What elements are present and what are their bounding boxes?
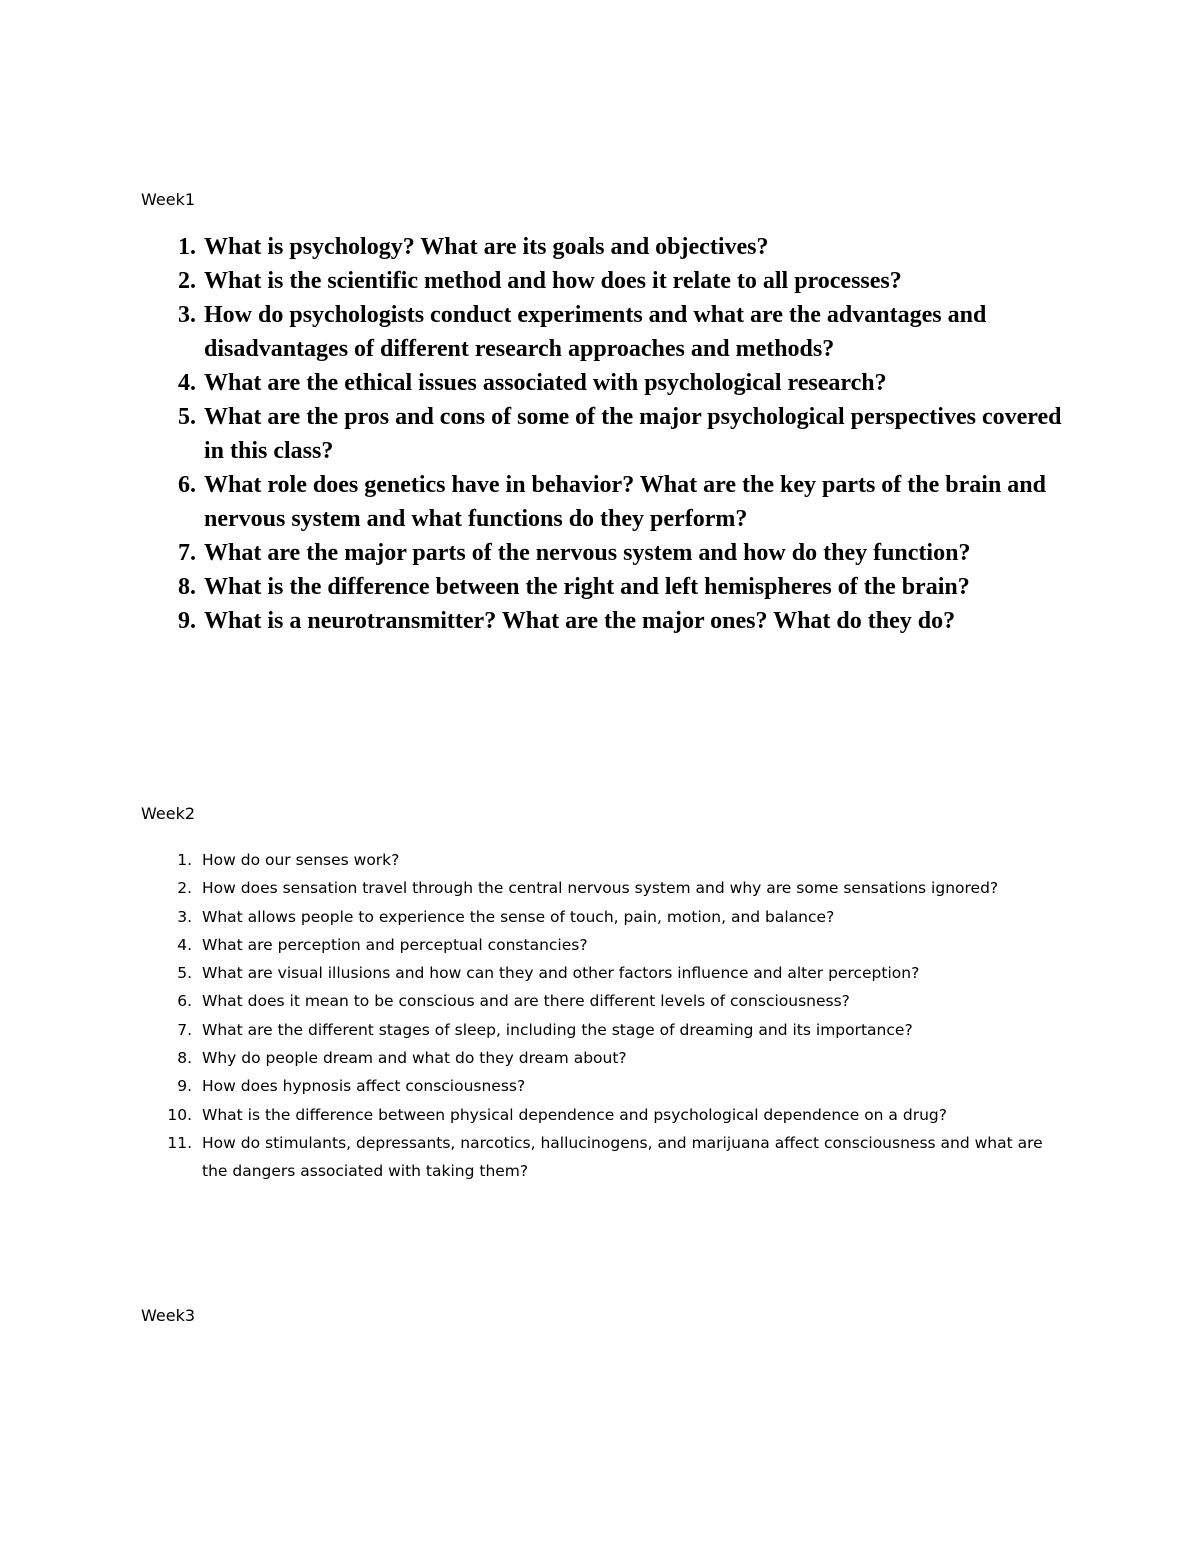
- week1-question-list: [150, 230, 1070, 638]
- list-item: [150, 1044, 1055, 1072]
- question-text: What are the ethical issues associated with psychological research?: [204, 370, 887, 396]
- item-number: 3.: [177, 907, 192, 926]
- question-text: How do our senses work?: [202, 851, 400, 869]
- list-item: [150, 264, 1070, 298]
- item-number: 2.: [178, 268, 196, 294]
- question-text: How does sensation travel through the central nervous system and why are some sensations ignored?: [202, 879, 999, 898]
- week3-heading: Week3: [141, 1306, 196, 1325]
- item-number: 8.: [178, 574, 196, 600]
- item-number: 5.: [177, 964, 192, 983]
- list-item: [150, 931, 1055, 959]
- list-item: [150, 1129, 1055, 1186]
- question-text: What is the difference between the right and left hemispheres of the brain?: [204, 574, 970, 600]
- item-number: 9.: [178, 608, 196, 634]
- question-text: What role does genetics have in behavior? What are the key parts of the brain and nervous system and what functions do they perform?: [204, 472, 1047, 532]
- question-text: What are the different stages of sleep, including the stage of dreaming and its importance?: [202, 1020, 913, 1039]
- list-item: [150, 1101, 1055, 1129]
- item-number: 5.: [178, 404, 196, 430]
- item-number: 10.: [167, 1105, 192, 1124]
- list-item: [150, 874, 1055, 902]
- list-item: [150, 400, 1070, 468]
- question-text: What is the scientific method and how does it relate to all processes?: [204, 268, 902, 294]
- item-number: 3.: [178, 302, 196, 328]
- item-number: 6.: [178, 472, 196, 498]
- item-number: 9.: [177, 1077, 192, 1096]
- item-number: 8.: [177, 1049, 192, 1068]
- item-number: 4.: [177, 935, 192, 954]
- item-number: 1.: [178, 234, 196, 260]
- question-text: How does hypnosis affect consciousness?: [202, 1077, 526, 1096]
- question-text: What are perception and perceptual constancies?: [202, 935, 588, 954]
- list-item: [150, 959, 1055, 987]
- question-text: Why do people dream and what do they dream about?: [202, 1049, 627, 1068]
- item-number: 1.: [177, 851, 192, 869]
- list-item: [150, 536, 1070, 570]
- question-text: What does it mean to be conscious and are there different levels of consciousness?: [202, 992, 850, 1011]
- list-item: [150, 570, 1070, 604]
- list-item: [150, 468, 1070, 536]
- question-text: What are visual illusions and how can they and other factors influence and alter perception?: [202, 964, 920, 983]
- list-item: [150, 1072, 1055, 1100]
- list-item: [150, 230, 1070, 264]
- question-text: What is a neurotransmitter? What are the major ones? What do they do?: [204, 608, 956, 634]
- question-text: What are the major parts of the nervous system and how do they function?: [204, 540, 971, 566]
- list-item: [150, 903, 1055, 931]
- list-item: [150, 604, 1070, 638]
- item-number: 7.: [177, 1020, 192, 1039]
- week2-question-list: [150, 846, 1055, 1186]
- question-text: How do psychologists conduct experiments and what are the advantages and disadvantages of different research approaches and methods?: [204, 302, 987, 362]
- item-number: 4.: [178, 370, 196, 396]
- list-item: [150, 298, 1070, 366]
- list-item: [150, 1016, 1055, 1044]
- week2-heading: Week2: [141, 804, 196, 823]
- question-text: What is the difference between physical dependence and psychological dependence on a drug?: [202, 1105, 947, 1124]
- question-text: What is psychology? What are its goals and objectives?: [204, 234, 769, 260]
- item-number: 11.: [167, 1133, 192, 1152]
- question-text: What allows people to experience the sense of touch, pain, motion, and balance?: [202, 907, 835, 926]
- list-item: [150, 846, 1055, 874]
- item-number: 6.: [177, 992, 192, 1011]
- list-item: [150, 366, 1070, 400]
- week1-heading: Week1: [141, 190, 196, 209]
- question-text: What are the pros and cons of some of the major psychological perspectives covered in this class?: [204, 404, 1062, 464]
- item-number: 7.: [178, 540, 196, 566]
- list-item: [150, 987, 1055, 1015]
- item-number: 2.: [177, 879, 192, 898]
- question-text: How do stimulants, depressants, narcotics, hallucinogens, and marijuana affect consciousness and what are the dangers associated with taking them?: [202, 1133, 1043, 1181]
